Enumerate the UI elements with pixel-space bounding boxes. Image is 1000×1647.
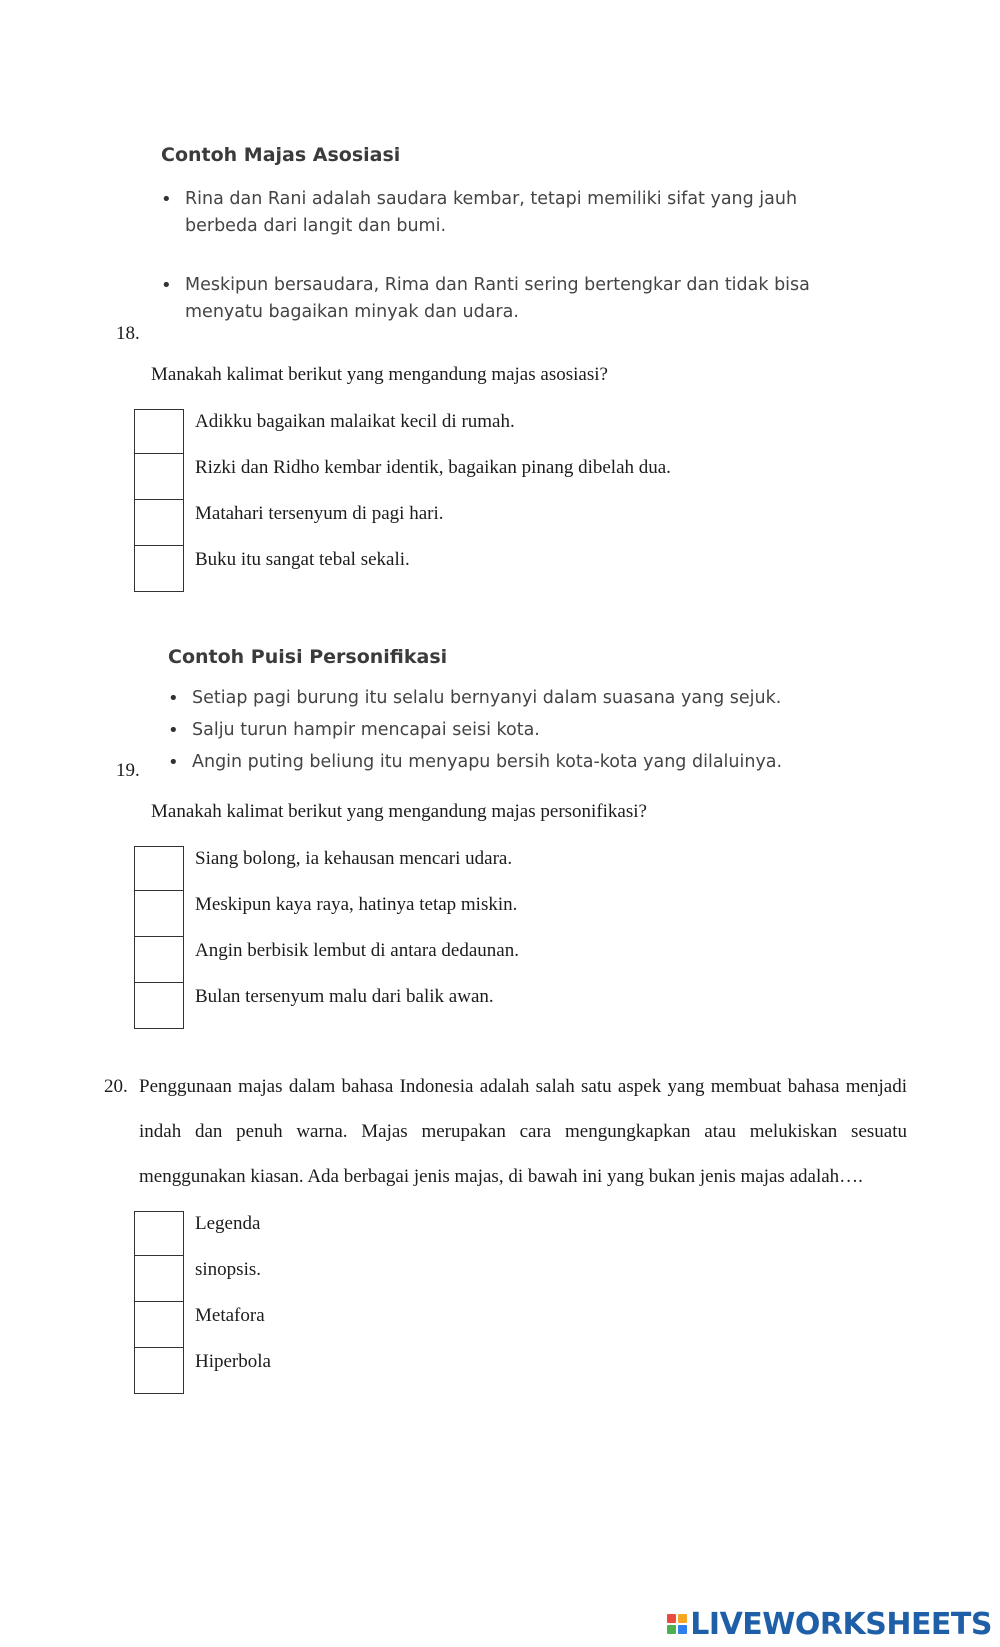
logo-text: LIVEWORKSHEETS bbox=[690, 1606, 992, 1642]
answer-checkbox[interactable] bbox=[134, 1302, 184, 1348]
q20-question-line: menggunakan kiasan. Ada berbagai jenis majas, di bawah ini yang bukan jenis majas adalah…. bbox=[139, 1166, 863, 1187]
q20-question-line: Penggunaan majas dalam bahasa Indonesia adalah salah satu aspek yang membuat bahasa menjadi bbox=[139, 1076, 907, 1097]
q19-example-image bbox=[168, 646, 928, 776]
q20-question-line: indah dan penuh warna. Majas merupakan cara mengungkapkan atau melukiskan sesuatu bbox=[139, 1121, 907, 1142]
answer-checkbox[interactable] bbox=[134, 891, 184, 937]
option-label: Siang bolong, ia kehausan mencari udara. bbox=[195, 848, 513, 869]
answer-checkbox[interactable] bbox=[134, 454, 184, 500]
q19-example-title: Contoh Puisi Personifikasi bbox=[168, 646, 448, 668]
liveworksheets-logo bbox=[667, 1604, 992, 1644]
answer-checkbox[interactable] bbox=[134, 409, 184, 454]
option-label: Adikku bagaikan malaikat kecil di rumah. bbox=[195, 411, 515, 432]
q18-question: Manakah kalimat berikut yang mengandung majas asosiasi? bbox=[151, 364, 608, 385]
q18-number: 18. bbox=[116, 323, 140, 344]
option-label: Bulan tersenyum malu dari balik awan. bbox=[195, 986, 494, 1007]
option-label: sinopsis. bbox=[195, 1259, 261, 1280]
logo-square bbox=[667, 1614, 676, 1623]
option-label: Meskipun kaya raya, hatinya tetap miskin. bbox=[195, 894, 518, 915]
answer-checkbox[interactable] bbox=[134, 1211, 184, 1256]
q19-example-item: • Setiap pagi burung itu selalu bernyanyi dalam suasana yang sejuk. bbox=[192, 685, 928, 712]
logo-mark-icon bbox=[667, 1614, 687, 1634]
q19-example-list bbox=[192, 685, 928, 776]
option-label: Hiperbola bbox=[195, 1351, 271, 1372]
q19-question: Manakah kalimat berikut yang mengandung majas personifikasi? bbox=[151, 801, 647, 822]
q18-example-image bbox=[161, 144, 921, 326]
logo-square bbox=[678, 1614, 687, 1623]
q19-number: 19. bbox=[116, 760, 140, 781]
answer-checkbox[interactable] bbox=[134, 546, 184, 592]
q19-example-item: • Salju turun hampir mencapai seisi kota. bbox=[192, 717, 928, 744]
option-label: Metafora bbox=[195, 1305, 265, 1326]
answer-checkbox[interactable] bbox=[134, 1256, 184, 1302]
q18-example-item: • Rina dan Rani adalah saudara kembar, tetapi memiliki sifat yang jauh berbeda dari langit dan bumi. bbox=[185, 186, 875, 240]
option-label: Rizki dan Ridho kembar identik, bagaikan pinang dibelah dua. bbox=[195, 457, 671, 478]
q18-example-title: Contoh Majas Asosiasi bbox=[161, 144, 401, 166]
option-label: Legenda bbox=[195, 1213, 261, 1234]
option-label: Buku itu sangat tebal sekali. bbox=[195, 549, 410, 570]
option-label: Angin berbisik lembut di antara dedaunan. bbox=[195, 940, 519, 961]
answer-checkbox[interactable] bbox=[134, 846, 184, 891]
q20-question bbox=[139, 1064, 907, 1199]
q18-example-item: • Meskipun bersaudara, Rima dan Ranti sering bertengkar dan tidak bisa menyatu bagaikan minyak dan udara. bbox=[185, 272, 875, 326]
answer-checkbox[interactable] bbox=[134, 500, 184, 546]
q19-example-item: • Angin puting beliung itu menyapu bersih kota-kota yang dilaluinya. bbox=[192, 749, 928, 776]
answer-checkbox[interactable] bbox=[134, 937, 184, 983]
answer-checkbox[interactable] bbox=[134, 983, 184, 1029]
logo-square bbox=[678, 1625, 687, 1634]
answer-checkbox[interactable] bbox=[134, 1348, 184, 1394]
q18-example-list bbox=[185, 186, 921, 326]
option-label: Matahari tersenyum di pagi hari. bbox=[195, 503, 444, 524]
q20-number: 20. bbox=[104, 1076, 128, 1097]
logo-square bbox=[667, 1625, 676, 1634]
